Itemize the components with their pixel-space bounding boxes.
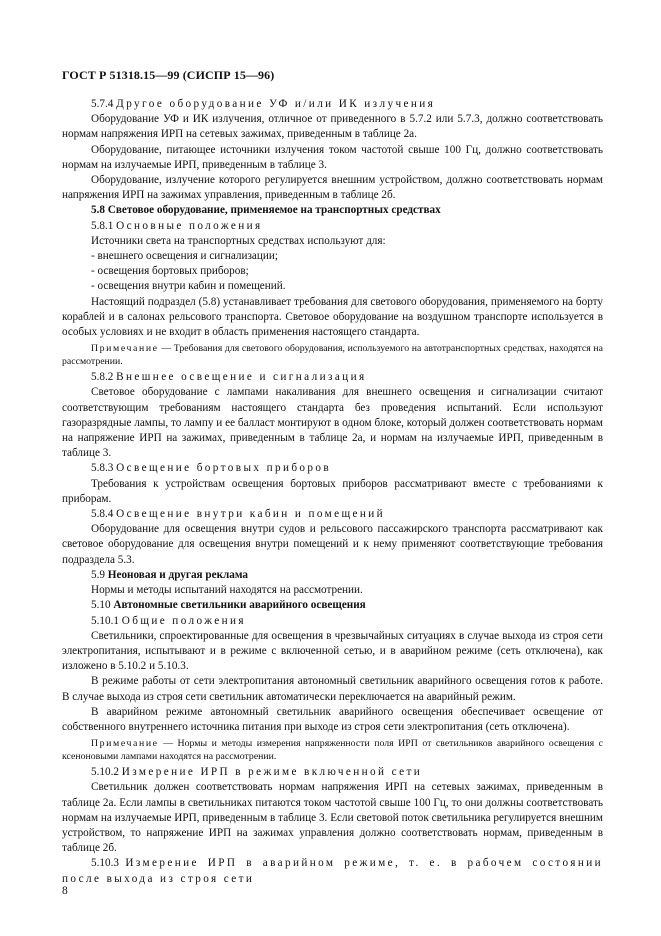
section-number: 5.8 bbox=[91, 204, 105, 217]
section-title: Другое оборудование УФ и/или ИК излучения bbox=[116, 98, 436, 110]
section-number: 5.10.2 bbox=[91, 766, 119, 779]
section-title: Общие положения bbox=[121, 614, 246, 627]
paragraph: Настоящий подраздел (5.8) устанавливает требования для светового оборудования, применяемого на борту кораблей и в салонах рельсового транспорта. Световое оборудование на воздушном транспорте используется в особых условиях и не входит в область применения настоящего стандарта. bbox=[62, 295, 603, 339]
note-label: Примечание bbox=[91, 343, 159, 355]
section-number: 5.10.1 bbox=[91, 614, 119, 627]
paragraph: Источники света на транспортных средствах используют для: bbox=[91, 234, 386, 247]
section-5-10-heading bbox=[62, 598, 603, 613]
note-label: Примечание bbox=[91, 738, 159, 750]
paragraph: Оборудование, питающее источники излучения током частотой свыше 100 Гц, должно соответствовать нормам на излучаемые ИРП, приведенным в таблице 3. bbox=[62, 143, 603, 171]
section-number: 5.8.4 bbox=[91, 508, 114, 521]
section-number: 5.8.2 bbox=[91, 371, 114, 384]
section-title: Измерение ИРП в аварийном режиме, т. е. в рабочем состоянии после выхода из строя сети bbox=[62, 857, 603, 885]
section-title: Автономные светильники аварийного освещения bbox=[113, 599, 366, 612]
section-number: 5.8.3 bbox=[91, 462, 114, 475]
paragraph: Оборудование, излучение которого регулируется внешним устройством, должно соответствовать нормам напряжения ИРП на зажимах управления, приведенным в таблице 2б. bbox=[62, 174, 603, 202]
note-text: — Нормы и методы измерения напряженности поля ИРП от светильников аварийного освещения с ксеноновыми лампами находятся на рассмотрении. bbox=[62, 738, 603, 763]
list-item: - освещения бортовых приборов; bbox=[91, 265, 249, 278]
paragraph: Оборудование для освещения внутри судов и рельсового пассажирского транспорта рассматривают как световое оборудование для освещения внутри помещений и к нему применяют соответствующие требования подраздела 5.3. bbox=[62, 523, 603, 566]
list-item: - освещения внутри кабин и помещений. bbox=[91, 280, 286, 293]
section-number: 5.10 bbox=[91, 599, 111, 612]
paragraph: Нормы и методы испытаний находятся на рассмотрении. bbox=[91, 584, 363, 597]
section-title: Измерение ИРП в режиме включенной сети bbox=[121, 766, 423, 779]
section-5-8-1-heading bbox=[62, 219, 603, 234]
paragraph: В аварийном режиме автономный светильник аварийного освещения обеспечивает освещение от собственного внутреннего источника питания при выходе из строя сети электропитания (сеть отключена). bbox=[62, 705, 603, 733]
page-header-title: ГОСТ Р 51318.15—99 (СИСПР 15—96) bbox=[62, 68, 275, 82]
paragraph: Светильник должен соответствовать нормам напряжения ИРП на сетевых зажимах, приведенным в таблице 2а. Если лампы в светильниках питаются током частотой свыше 100 Гц, то они должны соответствовать нормам на излучаемые ИРП, приведенным в таблице 3. Если световой поток светильника регулируется внешним устройством, то напряжение ИРП на зажимах управления должно соответствовать нормам, приведенным в таблице 2б. bbox=[62, 781, 603, 855]
section-5-7-4-heading bbox=[62, 97, 603, 112]
section-number: 5.9 bbox=[91, 568, 105, 581]
section-5-8-heading bbox=[62, 203, 603, 218]
paragraph: Оборудование УФ и ИК излучения, отличное от приведенного в 5.7.2 или 5.7.3, должно соответствовать нормам напряжения ИРП на сетевых зажимах, приведенным в таблице 2а. bbox=[62, 113, 603, 141]
paragraph: Светильники, спроектированные для освещения в чрезвычайных ситуациях в случае выхода из строя сети электропитания, испытывают и в режиме с включенной сетью, и в аварийном режиме (сеть отключена), как изложено в 5.10.2 и 5.10.3. bbox=[62, 629, 603, 673]
section-5-10-1-heading bbox=[62, 614, 603, 629]
list-item: - внешнего освещения и сигнализации; bbox=[91, 250, 278, 263]
section-title: Основные положения bbox=[116, 219, 263, 232]
section-5-8-2-heading bbox=[62, 370, 603, 385]
paragraph: Требования к устройствам освещения бортовых приборов рассматривают вместе с требованиями к приборам. bbox=[62, 477, 603, 505]
section-title: Световое оборудование, применяемое на транспортных средствах bbox=[107, 204, 441, 217]
section-title: Внешнее освещение и сигнализация bbox=[116, 371, 367, 384]
section-title: Освещение бортовых приборов bbox=[116, 462, 332, 475]
section-5-8-3-heading bbox=[62, 461, 603, 476]
note-text: — Требования для светового оборудования, используемого на автотранспортных средствах, находятся на рассмотрении. bbox=[62, 343, 604, 368]
section-5-9-heading bbox=[62, 568, 603, 583]
note bbox=[62, 342, 603, 368]
page-number: 8 bbox=[62, 885, 68, 897]
section-5-10-2-heading bbox=[62, 765, 603, 780]
section-title: Неоновая и другая реклама bbox=[107, 568, 249, 581]
section-number: 5.7.4 bbox=[91, 98, 114, 110]
note bbox=[62, 737, 603, 763]
document-body bbox=[62, 97, 603, 887]
section-number: 5.8.1 bbox=[91, 219, 114, 232]
paragraph: Световое оборудование с лампами накаливания для внешнего освещения и сигнализации считают соответствующим требованиям настоящего стандарта без проведения испытаний. Если используют газоразрядные лампы, то лампу и ее балласт монтируют в одном блоке, который должен соответствовать нормам на напряжение ИРП на зажимах, приведенным в таблице 2а, и нормам на излучаемые ИРП, приведенным в таблице 3. bbox=[62, 386, 603, 460]
section-title: Освещение внутри кабин и помещений bbox=[116, 508, 386, 521]
section-5-8-4-heading bbox=[62, 507, 603, 522]
section-number: 5.10.3 bbox=[91, 857, 119, 870]
section-5-10-3-heading bbox=[62, 856, 603, 886]
paragraph: В режиме работы от сети электропитания автономный светильник аварийного освещения готов к работе. В случае выхода из строя сети светильник автоматически переключается на аварийный режим. bbox=[62, 675, 603, 703]
